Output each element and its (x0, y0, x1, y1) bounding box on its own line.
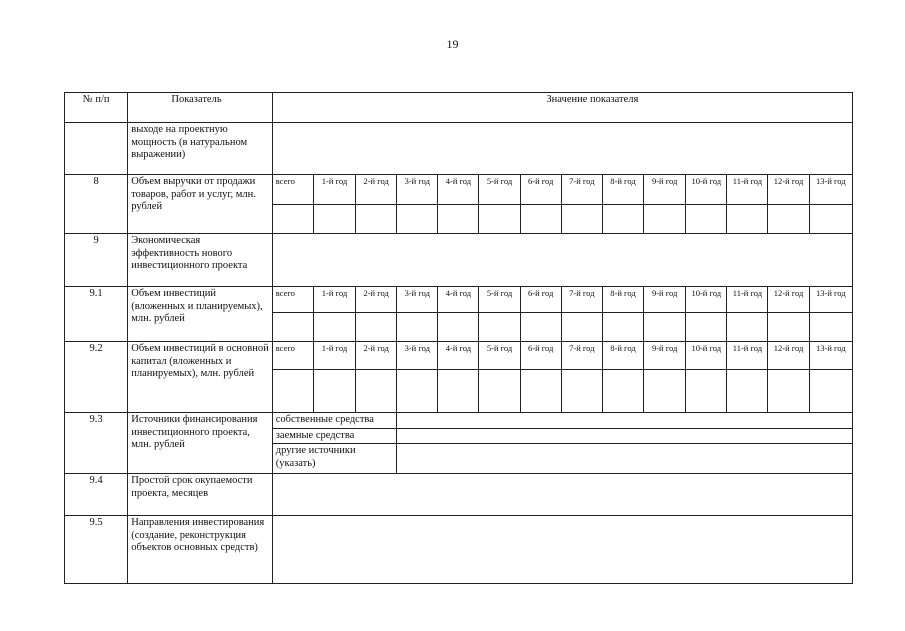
period-total: всего (272, 175, 313, 205)
period-year-1: 1-й год (313, 287, 355, 313)
period-year-4: 4-й год (438, 287, 479, 313)
header-number: № п/п (65, 93, 128, 123)
period-year-5: 5-й год (479, 287, 520, 313)
period-year-5: 5-й год (479, 342, 520, 370)
value-cell (809, 370, 852, 413)
row-label: Источники финансирования инвестиционного проекта, млн. рублей (128, 413, 273, 474)
period-year-9: 9-й год (644, 342, 686, 370)
value-cell (397, 370, 438, 413)
funding-source-own: собственные средства (272, 413, 396, 429)
value-cell (356, 313, 397, 342)
value-cell (272, 474, 852, 516)
value-cell (768, 313, 809, 342)
period-year-6: 6-й год (520, 175, 561, 205)
period-year-12: 12-й год (768, 342, 809, 370)
period-year-2: 2-й год (356, 287, 397, 313)
value-cell (520, 205, 561, 234)
period-year-3: 3-й год (397, 287, 438, 313)
funding-source-other: другие источники (указать) (272, 444, 396, 474)
table-row (65, 234, 853, 287)
value-cell (686, 370, 727, 413)
value-cell (602, 370, 643, 413)
value-cell (313, 205, 355, 234)
value-cell (272, 313, 313, 342)
period-year-3: 3-й год (397, 342, 438, 370)
value-cell (479, 370, 520, 413)
period-year-8: 8-й год (602, 342, 643, 370)
period-year-8: 8-й год (602, 287, 643, 313)
row-number: 9.5 (65, 516, 128, 584)
value-cell (397, 428, 853, 444)
period-year-12: 12-й год (768, 287, 809, 313)
value-cell (438, 205, 479, 234)
value-cell (272, 205, 313, 234)
period-year-4: 4-й год (438, 342, 479, 370)
period-year-9: 9-й год (644, 287, 686, 313)
period-year-6: 6-й год (520, 342, 561, 370)
value-cell (727, 313, 768, 342)
value-cell (356, 370, 397, 413)
header-value (272, 93, 852, 123)
row-label: Экономическая эффективность нового инвестиционного проекта (128, 234, 273, 287)
period-year-12: 12-й год (768, 175, 809, 205)
value-cell (479, 313, 520, 342)
period-year-11: 11-й год (727, 287, 768, 313)
row-number: 8 (65, 175, 128, 234)
period-year-13: 13-й год (809, 342, 852, 370)
value-cell (602, 313, 643, 342)
value-cell (809, 313, 852, 342)
header-indicator: Показатель (128, 93, 273, 123)
period-total: всего (272, 287, 313, 313)
page-number: 19 (446, 37, 459, 51)
period-total: всего (272, 342, 313, 370)
value-cell (561, 313, 602, 342)
row-number: 9.4 (65, 474, 128, 516)
value-cell (686, 205, 727, 234)
value-cell (727, 205, 768, 234)
value-cell (272, 234, 852, 287)
value-cell (561, 205, 602, 234)
value-cell (602, 205, 643, 234)
row-label: Простой срок окупаемости проекта, месяцев (128, 474, 273, 516)
period-year-7: 7-й год (561, 287, 602, 313)
value-cell (768, 370, 809, 413)
table-row (65, 413, 853, 429)
value-cell (356, 205, 397, 234)
period-year-7: 7-й год (561, 342, 602, 370)
table-row (65, 123, 853, 175)
table-row (65, 516, 853, 584)
value-cell (313, 370, 355, 413)
value-cell (313, 313, 355, 342)
value-cell (438, 313, 479, 342)
period-year-6: 6-й год (520, 287, 561, 313)
value-cell (520, 313, 561, 342)
value-cell (768, 205, 809, 234)
period-year-13: 13-й год (809, 287, 852, 313)
period-year-13: 13-й год (809, 175, 852, 205)
value-cell (272, 370, 313, 413)
period-year-1: 1-й год (313, 342, 355, 370)
value-cell (644, 370, 686, 413)
period-year-4: 4-й год (438, 175, 479, 205)
period-year-3: 3-й год (397, 175, 438, 205)
period-year-7: 7-й год (561, 175, 602, 205)
value-cell (644, 205, 686, 234)
row-number: 9.3 (65, 413, 128, 474)
table-row (65, 287, 853, 313)
value-cell (272, 123, 852, 175)
period-year-8: 8-й год (602, 175, 643, 205)
row-number: 9.1 (65, 287, 128, 342)
period-year-10: 10-й год (686, 287, 727, 313)
period-year-2: 2-й год (356, 175, 397, 205)
row-number: 9.2 (65, 342, 128, 413)
table-row (65, 175, 853, 205)
period-year-2: 2-й год (356, 342, 397, 370)
period-year-11: 11-й год (727, 175, 768, 205)
table-header-row (65, 93, 853, 123)
header-value-label: Значение показателя (546, 94, 639, 105)
period-year-10: 10-й год (686, 175, 727, 205)
value-cell (686, 313, 727, 342)
period-year-11: 11-й год (727, 342, 768, 370)
row-label: Объем инвестиций (вложенных и планируемых), млн. рублей (128, 287, 273, 342)
value-cell (644, 313, 686, 342)
value-cell (272, 516, 852, 584)
value-cell (727, 370, 768, 413)
period-year-1: 1-й год (313, 175, 355, 205)
row-number: 9 (65, 234, 128, 287)
row-label: Объем инвестиций в основной капитал (вложенных и планируемых), млн. рублей (128, 342, 273, 413)
value-cell (438, 370, 479, 413)
row-number-empty (65, 123, 128, 175)
value-cell (809, 205, 852, 234)
indicators-table (64, 92, 853, 584)
value-cell (479, 205, 520, 234)
funding-source-borrowed: заемные средства (272, 428, 396, 444)
period-year-5: 5-й год (479, 175, 520, 205)
value-cell (397, 205, 438, 234)
table-row (65, 342, 853, 370)
period-year-9: 9-й год (644, 175, 686, 205)
period-year-10: 10-й год (686, 342, 727, 370)
value-cell (397, 413, 853, 429)
value-cell (520, 370, 561, 413)
row-label: Направления инвестирования (создание, реконструкция объектов основных средств) (128, 516, 273, 584)
table-row (65, 474, 853, 516)
row-label: выходе на проектную мощность (в натуральном выражении) (128, 123, 273, 175)
value-cell (561, 370, 602, 413)
row-label: Объем выручки от продажи товаров, работ и услуг, млн. рублей (128, 175, 273, 234)
value-cell (397, 313, 438, 342)
value-cell (397, 444, 853, 474)
